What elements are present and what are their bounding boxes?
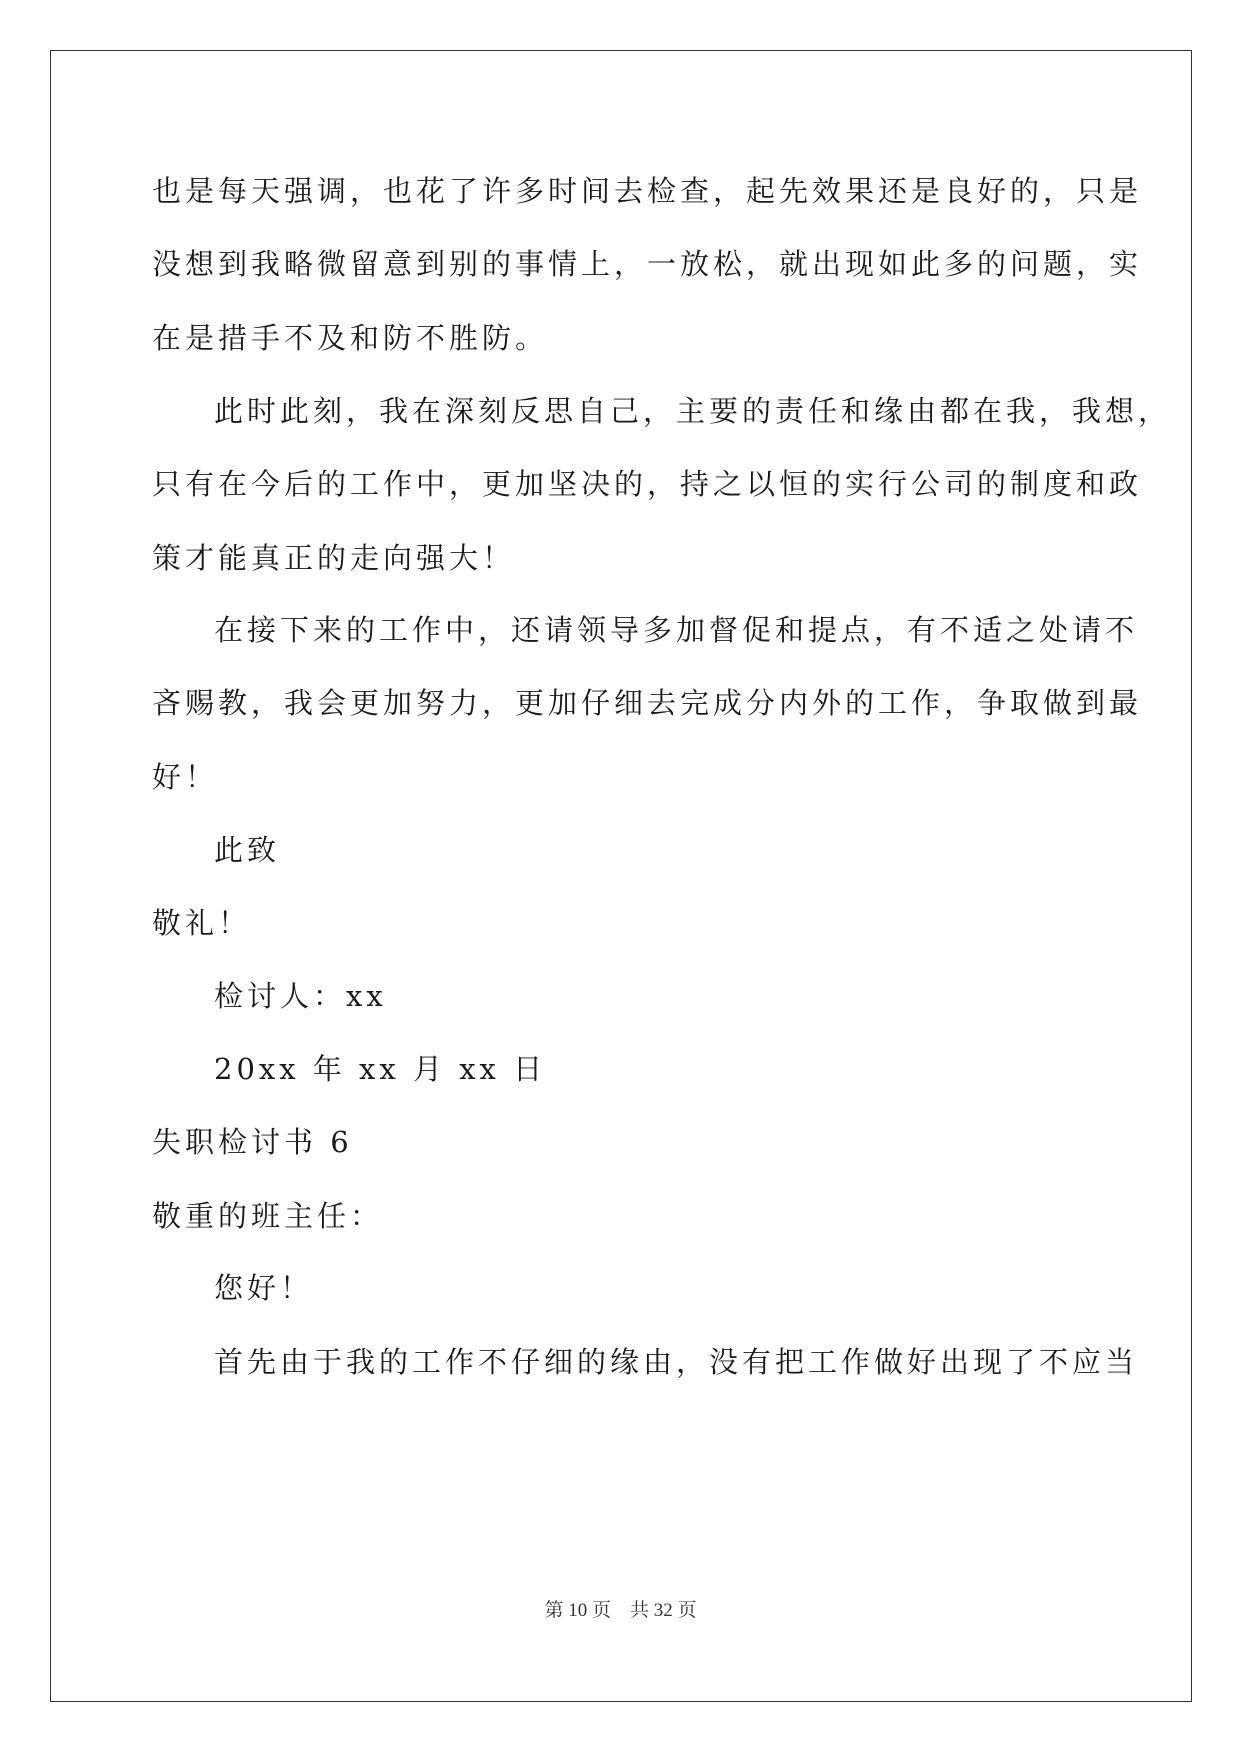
body-line: 在接下来的工作中，还请领导多加督促和提点，有不适之处请不 [214, 613, 1139, 647]
body-line: 没想到我略微留意到别的事情上，一放松，就出现如此多的问题，实 [152, 247, 1143, 281]
page-border [50, 50, 1192, 1702]
closing-salutation: 此致 [214, 833, 281, 867]
page-footer: 第 10 页 共 32 页 [544, 1600, 697, 1621]
greeting: 您好！ [214, 1271, 314, 1305]
body-line: 首先由于我的工作不仔细的缘由，没有把工作做好出现了不应当 [214, 1345, 1139, 1379]
closing-regards: 敬礼！ [152, 906, 252, 940]
body-line: 策才能真正的走向强大！ [152, 541, 516, 575]
greeting-recipient: 敬重的班主任： [152, 1199, 384, 1233]
body-line: 吝赐教，我会更加努力，更加仔细去完成分内外的工作，争取做到最 [152, 686, 1143, 720]
section-title: 失职检讨书 6 [152, 1125, 353, 1159]
body-line: 此时此刻，我在深刻反思自己，主要的责任和缘由都在我，我想， [214, 394, 1172, 428]
date-line: 20xx 年 xx 月 xx 日 [214, 1052, 547, 1086]
body-line: 在是措手不及和防不胜防。 [152, 321, 549, 355]
signature-line: 检讨人：xx [214, 979, 387, 1013]
body-line: 也是每天强调，也花了许多时间去检查，起先效果还是良好的，只是 [152, 174, 1143, 208]
body-line: 好！ [152, 760, 219, 794]
body-line: 只有在今后的工作中，更加坚决的，持之以恒的实行公司的制度和政 [152, 467, 1143, 501]
